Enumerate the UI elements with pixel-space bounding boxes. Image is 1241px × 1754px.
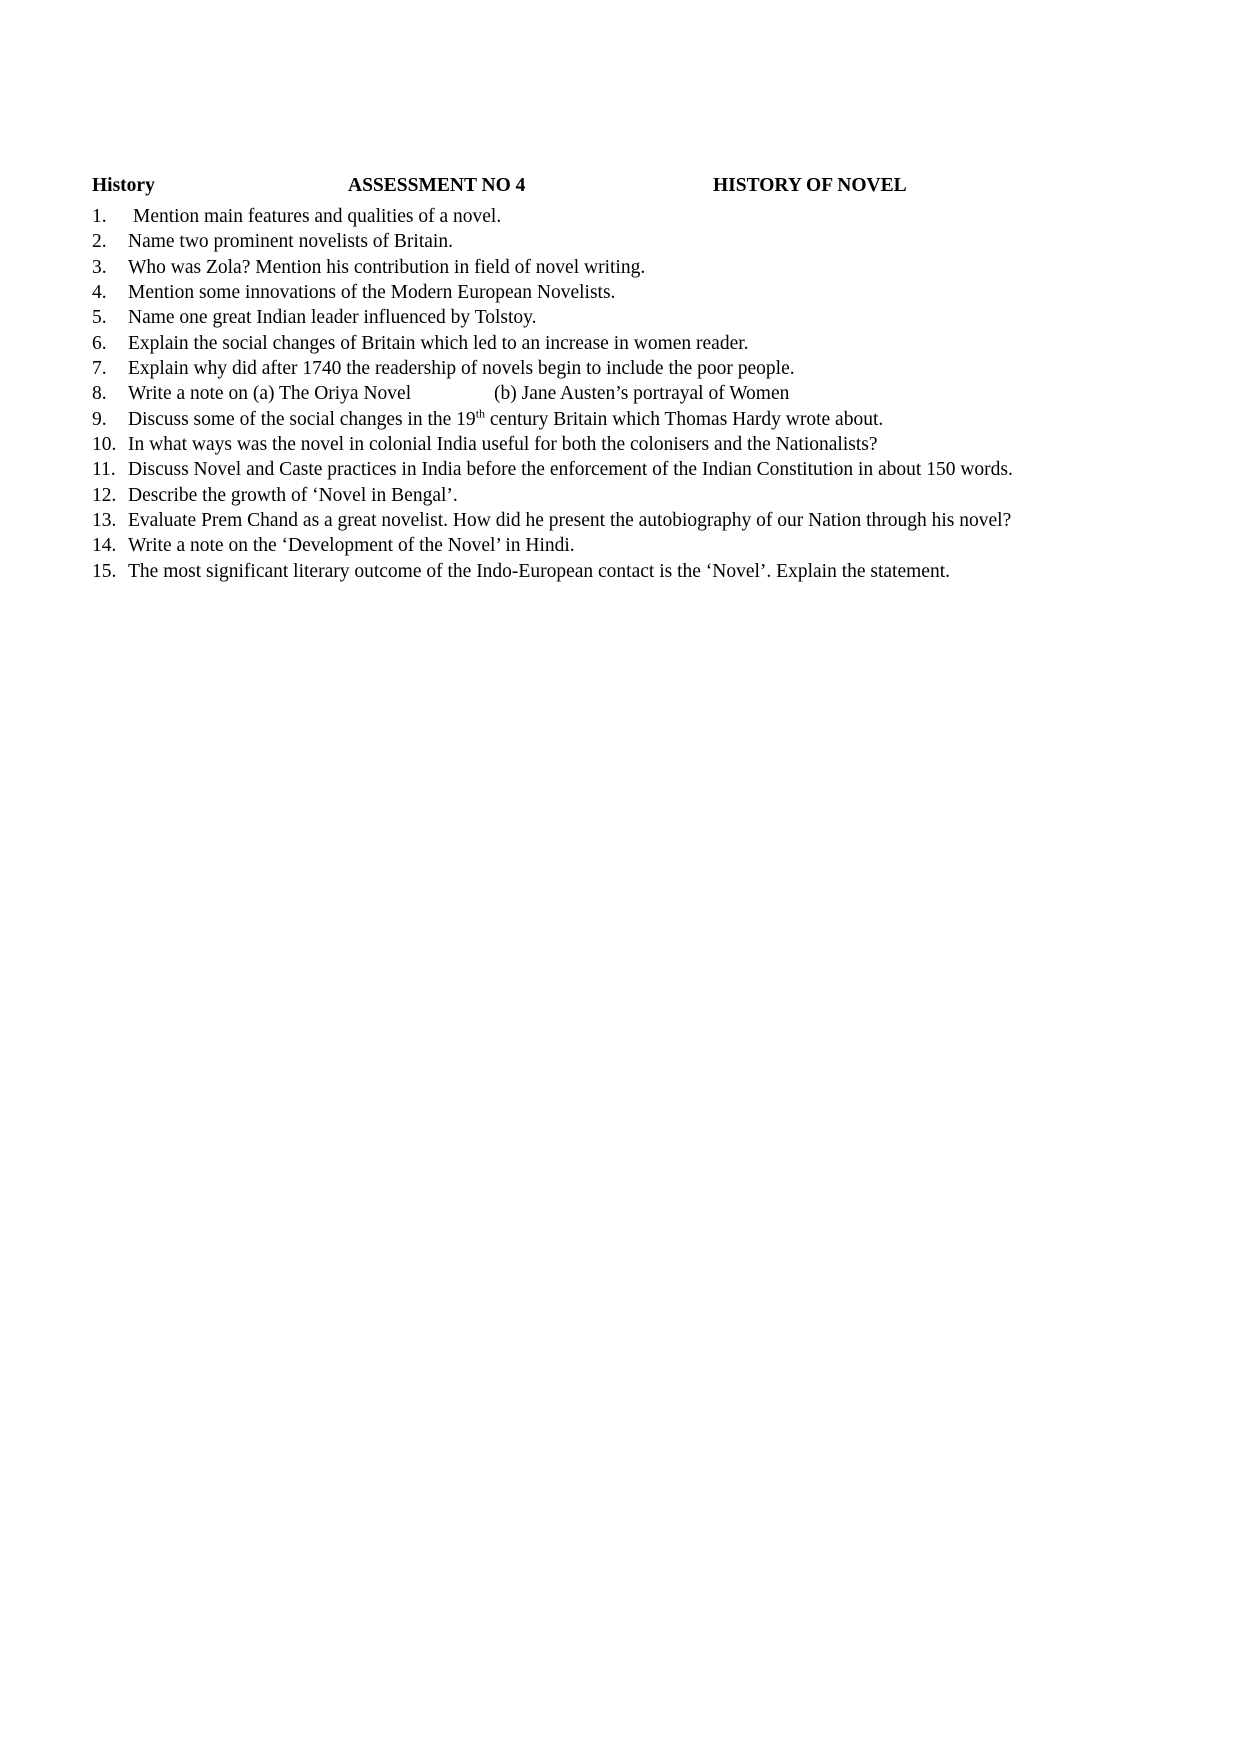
question-item [92, 332, 1212, 357]
question-list [92, 205, 1212, 585]
question-text: Explain the social changes of Britain which led to an increase in women reader. [128, 332, 749, 354]
question-number: 2. [92, 231, 107, 253]
question-item [92, 281, 1212, 306]
question-item [92, 458, 1212, 483]
question-item [92, 357, 1212, 382]
question-item [92, 560, 1212, 585]
question-number: 10. [92, 434, 117, 456]
question-text: Name two prominent novelists of Britain. [128, 231, 453, 253]
question-text-start: Discuss some of the social changes in the 19 [128, 408, 476, 430]
question-text: Evaluate Prem Chand as a great novelist. How did he present the autobiography of our Nation through his novel? [128, 510, 1012, 532]
question-number: 6. [92, 332, 107, 354]
question-item [92, 408, 1212, 433]
question-text: Discuss Novel and Caste practices in India before the enforcement of the Indian Constitution in about 150 words. [128, 459, 1013, 481]
question-item [92, 205, 1212, 230]
question-text: Explain why did after 1740 the readership of novels begin to include the poor people. [128, 358, 795, 380]
question-text: Mention some innovations of the Modern European Novelists. [128, 282, 616, 304]
question-text: Mention main features and qualities of a novel. [133, 206, 502, 227]
question-number: 3. [92, 256, 107, 278]
question-number: 8. [92, 383, 107, 405]
question-number: 14. [92, 535, 117, 557]
question-text: Name one great Indian leader influenced by Tolstoy. [128, 307, 537, 329]
question-number: 15. [92, 560, 117, 582]
page-header [0, 174, 1241, 198]
assessment-title: ASSESSMENT NO 4 [348, 175, 526, 196]
question-item [92, 382, 1212, 407]
question-number: 5. [92, 307, 107, 329]
question-text: Write a note on the ‘Development of the Novel’ in Hindi. [128, 535, 575, 557]
question-text: The most significant literary outcome of the Indo-European contact is the ‘Novel’. Explain the statement. [128, 560, 950, 582]
question-item [92, 306, 1212, 331]
topic-title: HISTORY OF NOVEL [713, 175, 907, 196]
question-item [92, 230, 1212, 255]
question-text [128, 408, 883, 432]
question-item [92, 433, 1212, 458]
question-item [92, 484, 1212, 509]
question-number: 11. [92, 459, 116, 481]
ordinal-superscript: th [475, 406, 486, 421]
question-number: 9. [92, 408, 107, 430]
question-number: 4. [92, 282, 107, 304]
question-part-b: (b) Jane Austen’s portrayal of Women [494, 383, 790, 405]
question-text: Write a note on (a) The Oriya Novel [128, 383, 412, 405]
question-text: Who was Zola? Mention his contribution in field of novel writing. [128, 256, 646, 278]
subject-label: History [92, 175, 155, 196]
question-number: 12. [92, 484, 117, 506]
question-text: In what ways was the novel in colonial India useful for both the colonisers and the Nationalists? [128, 434, 878, 456]
question-item [92, 256, 1212, 281]
question-item [92, 534, 1212, 559]
question-number: 1. [92, 206, 107, 227]
question-number: 7. [92, 358, 107, 380]
question-text: Describe the growth of ‘Novel in Bengal’. [128, 484, 458, 506]
question-item [92, 509, 1212, 534]
question-number: 13. [92, 510, 117, 532]
question-text-end: century Britain which Thomas Hardy wrote about. [485, 408, 884, 430]
